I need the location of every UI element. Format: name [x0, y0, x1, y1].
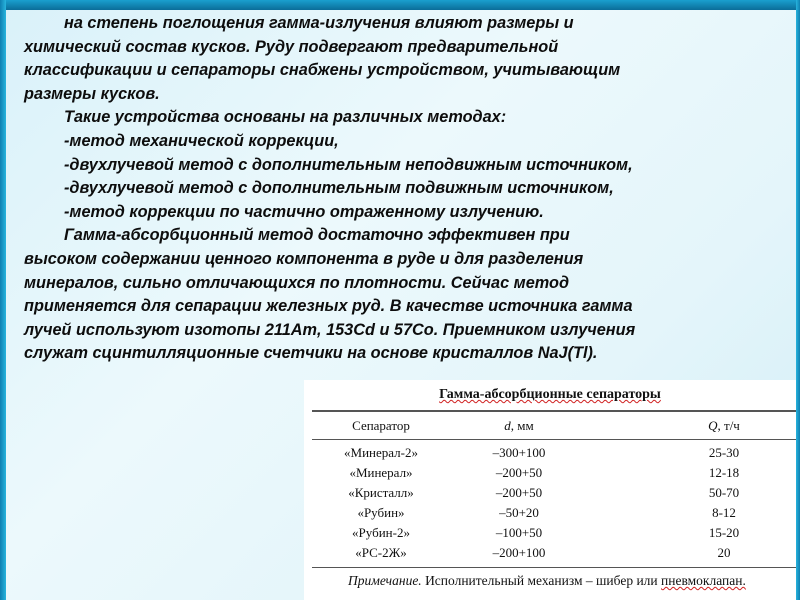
cell-size: –200+50 [495, 465, 543, 480]
cell-size: –200+50 [495, 485, 543, 500]
text-line: -двухлучевой метод с дополнительным неподвижным источником, [64, 155, 633, 174]
table-row [304, 445, 796, 465]
table-row [304, 465, 796, 485]
text-line: Гамма-абсорбционный метод достаточно эффективен при [64, 226, 570, 245]
header-size-unit: , мм [510, 418, 534, 433]
cell-size: –50+20 [499, 505, 539, 520]
table-note [348, 573, 746, 589]
slide-top-border [0, 0, 800, 10]
slide-left-border [0, 0, 6, 600]
text-line: -двухлучевой метод с дополнительным подвижным источником, [64, 179, 614, 198]
cell-separator: «РС-2Ж» [355, 545, 407, 560]
cell-capacity: 25-30 [708, 445, 740, 460]
slide-body-text [24, 12, 776, 366]
text-line: служат сцинтилляционные счетчики на основе кристаллов NaJ(Tl). [24, 344, 598, 363]
table-row [304, 525, 796, 545]
cell-capacity: 50-70 [708, 485, 740, 500]
cell-size: –300+100 [492, 445, 546, 460]
separators-table [304, 380, 796, 600]
table-row [304, 485, 796, 505]
table-top-rule [312, 410, 796, 412]
cell-separator: «Рубин» [357, 505, 405, 520]
slide-right-border [796, 0, 800, 600]
table-title [304, 387, 796, 403]
table-header-rule [312, 439, 796, 440]
note-text: Исполнительный механизм – шибер или [421, 573, 662, 588]
text-line: -метод коррекции по частично отраженному излучению. [64, 202, 544, 221]
note-label: Примечание. [348, 573, 422, 588]
note-word: пневмоклапан. [661, 573, 746, 588]
cell-capacity: 8-12 [712, 505, 736, 520]
table-bottom-rule [312, 567, 796, 568]
text-line: химический состав кусков. Руду подвергают предварительной [24, 37, 559, 56]
text-line: размеры кусков. [24, 84, 160, 103]
cell-separator: «Кристалл» [348, 485, 414, 500]
cell-separator: «Минерал» [349, 465, 413, 480]
cell-size: –200+100 [492, 545, 546, 560]
text-line: минералов, сильно отличающихся по плотности. Сейчас метод [24, 273, 570, 292]
text-line: -метод механической коррекции, [64, 131, 339, 150]
text-line: на степень поглощения гамма-излучения влияют размеры и [64, 14, 574, 32]
text-line: Такие устройства основаны на различных методах: [64, 108, 507, 127]
header-size [454, 418, 584, 434]
table-row [304, 545, 796, 565]
text-line: применяется для сепарации железных руд. В качестве источника гамма [24, 297, 633, 316]
table-row [304, 505, 796, 525]
header-capacity [664, 418, 784, 434]
cell-capacity: 12-18 [708, 465, 740, 480]
header-size-symbol: d [504, 418, 511, 433]
text-line: высоком содержании ценного компонента в руде и для разделения [24, 249, 584, 268]
cell-size: –100+50 [495, 525, 543, 540]
cell-capacity: 15-20 [708, 525, 740, 540]
text-line: лучей используют изотопы 211Am, 153Cd и 57Co. Приемником излучения [24, 320, 636, 339]
cell-capacity: 20 [717, 545, 731, 560]
header-separator: Сепаратор [352, 418, 410, 433]
table-title-text: Гамма-абсорбционные сепараторы [439, 387, 661, 402]
cell-separator: «Рубин-2» [352, 525, 410, 540]
header-capacity-symbol: Q [708, 418, 718, 433]
cell-separator: «Минерал-2» [344, 445, 418, 460]
header-capacity-unit: , т/ч [717, 418, 740, 433]
text-line: классификации и сепараторы снабжены устройством, учитывающим [24, 61, 621, 80]
